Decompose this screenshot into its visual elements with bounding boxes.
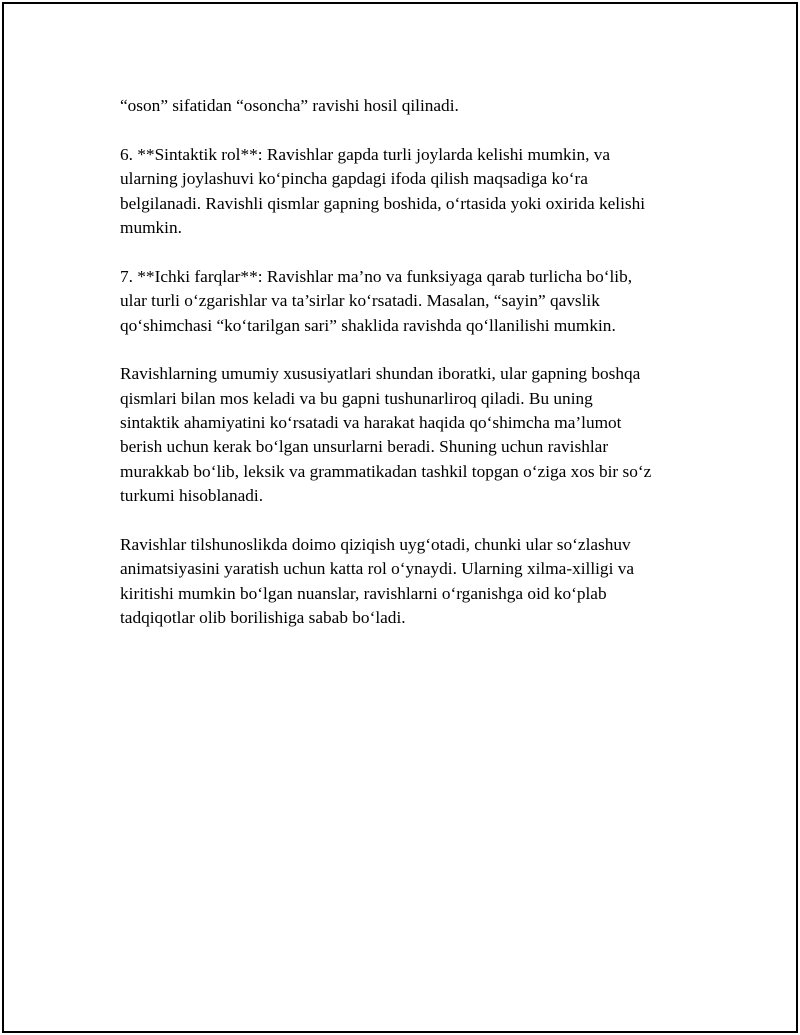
text-line: belgilanadi. Ravishli qismlar gapning boshida, o‘rtasida yoki oxirida kelishi — [120, 193, 646, 213]
paragraph-syntactic-role — [120, 143, 690, 241]
paragraph-internal-differences — [120, 265, 690, 338]
text-line: qo‘shimchasi “ko‘tarilgan sari” shaklida ravishda qo‘llanilishi mumkin. — [120, 315, 616, 335]
text-line: sintaktik ahamiyatini ko‘rsatadi va harakat haqida qo‘shimcha ma’lumot — [120, 413, 622, 433]
text-line: turkumi hisoblanadi. — [120, 486, 264, 506]
document-page — [2, 2, 798, 1033]
text-line: 6. **Sintaktik rol**: Ravishlar gapda turli joylarda kelishi mumkin, va — [120, 144, 611, 164]
text-line: ular turli o‘zgarishlar va ta’sirlar ko‘rsatadi. Masalan, “sayin” qavslik — [120, 291, 600, 311]
text-line: tadqiqotlar olib borilishiga sabab bo‘ladi. — [120, 608, 406, 628]
document-body — [120, 94, 690, 655]
text-line: berish uchun kerak bo‘lgan unsurlarni beradi. Shuning uchun ravishlar — [120, 437, 609, 457]
text-line: mumkin. — [120, 217, 182, 237]
text-line: murakkab bo‘lib, leksik va grammatikadan tashkil topgan o‘ziga xos bir so‘z — [120, 461, 652, 481]
text-line: Ravishlarning umumiy xususiyatlari shundan iboratki, ular gapning boshqa — [120, 364, 641, 384]
text-line: “oson” sifatidan “osoncha” ravishi hosil qilinadi. — [120, 96, 459, 115]
paragraph-linguistics-interest — [120, 533, 690, 631]
text-line: animatsiyasini yaratish uchun katta rol o‘ynaydi. Ularning xilma-xilligi va — [120, 559, 634, 579]
paragraph-oson-example — [120, 94, 690, 118]
text-line: ularning joylashuvi ko‘pincha gapdagi ifoda qilish maqsadiga ko‘ra — [120, 169, 588, 189]
text-line: 7. **Ichki farqlar**: Ravishlar ma’no va funksiyaga qarab turlicha bo‘lib, — [120, 266, 633, 286]
text-line: Ravishlar tilshunoslikda doimo qiziqish uyg‘otadi, chunki ular so‘zlashuv — [120, 535, 631, 555]
text-line: kiritishi mumkin bo‘lgan nuanslar, ravishlarni o‘rganishga oid ko‘plab — [120, 583, 607, 603]
text-line: qismlari bilan mos keladi va bu gapni tushunarliroq qiladi. Bu uning — [120, 388, 593, 408]
paragraph-general-features — [120, 362, 690, 508]
